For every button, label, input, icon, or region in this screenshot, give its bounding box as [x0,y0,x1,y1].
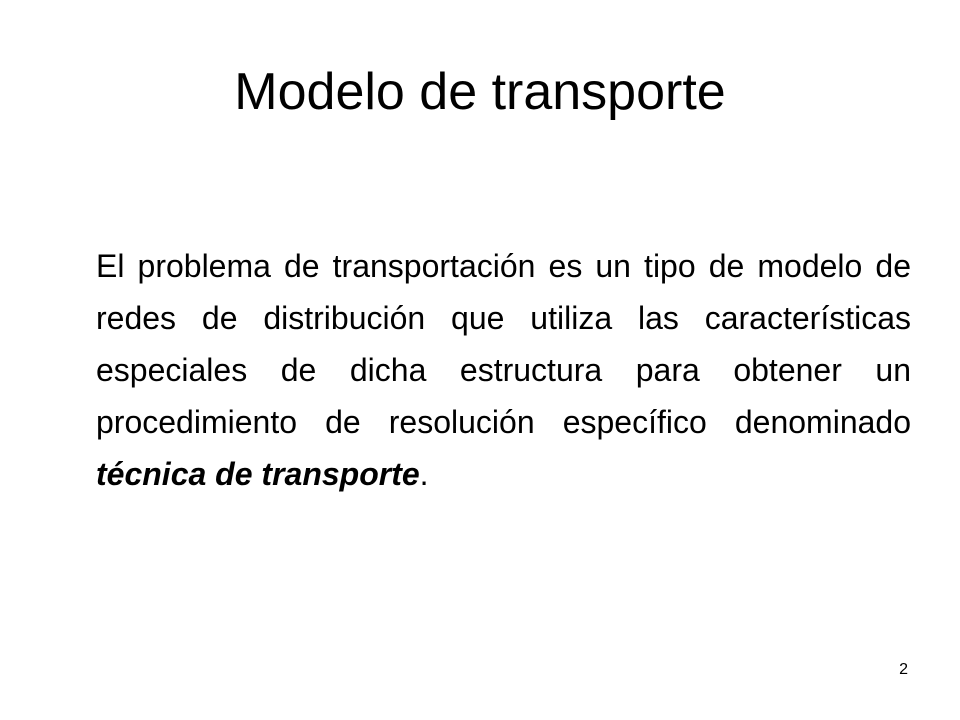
body-emphasis: técnica de transporte [96,456,420,492]
body-text-main: El problema de transportación es un tipo de modelo de redes de distribución que utiliza las características especiales de dicha estructura para obtener un procedimiento de resolución específico denominado [96,248,911,440]
page-number: 2 [899,661,908,678]
slide-body [96,240,911,500]
slide-title: Modelo de transporte [234,63,726,121]
body-text-end: . [419,456,429,492]
